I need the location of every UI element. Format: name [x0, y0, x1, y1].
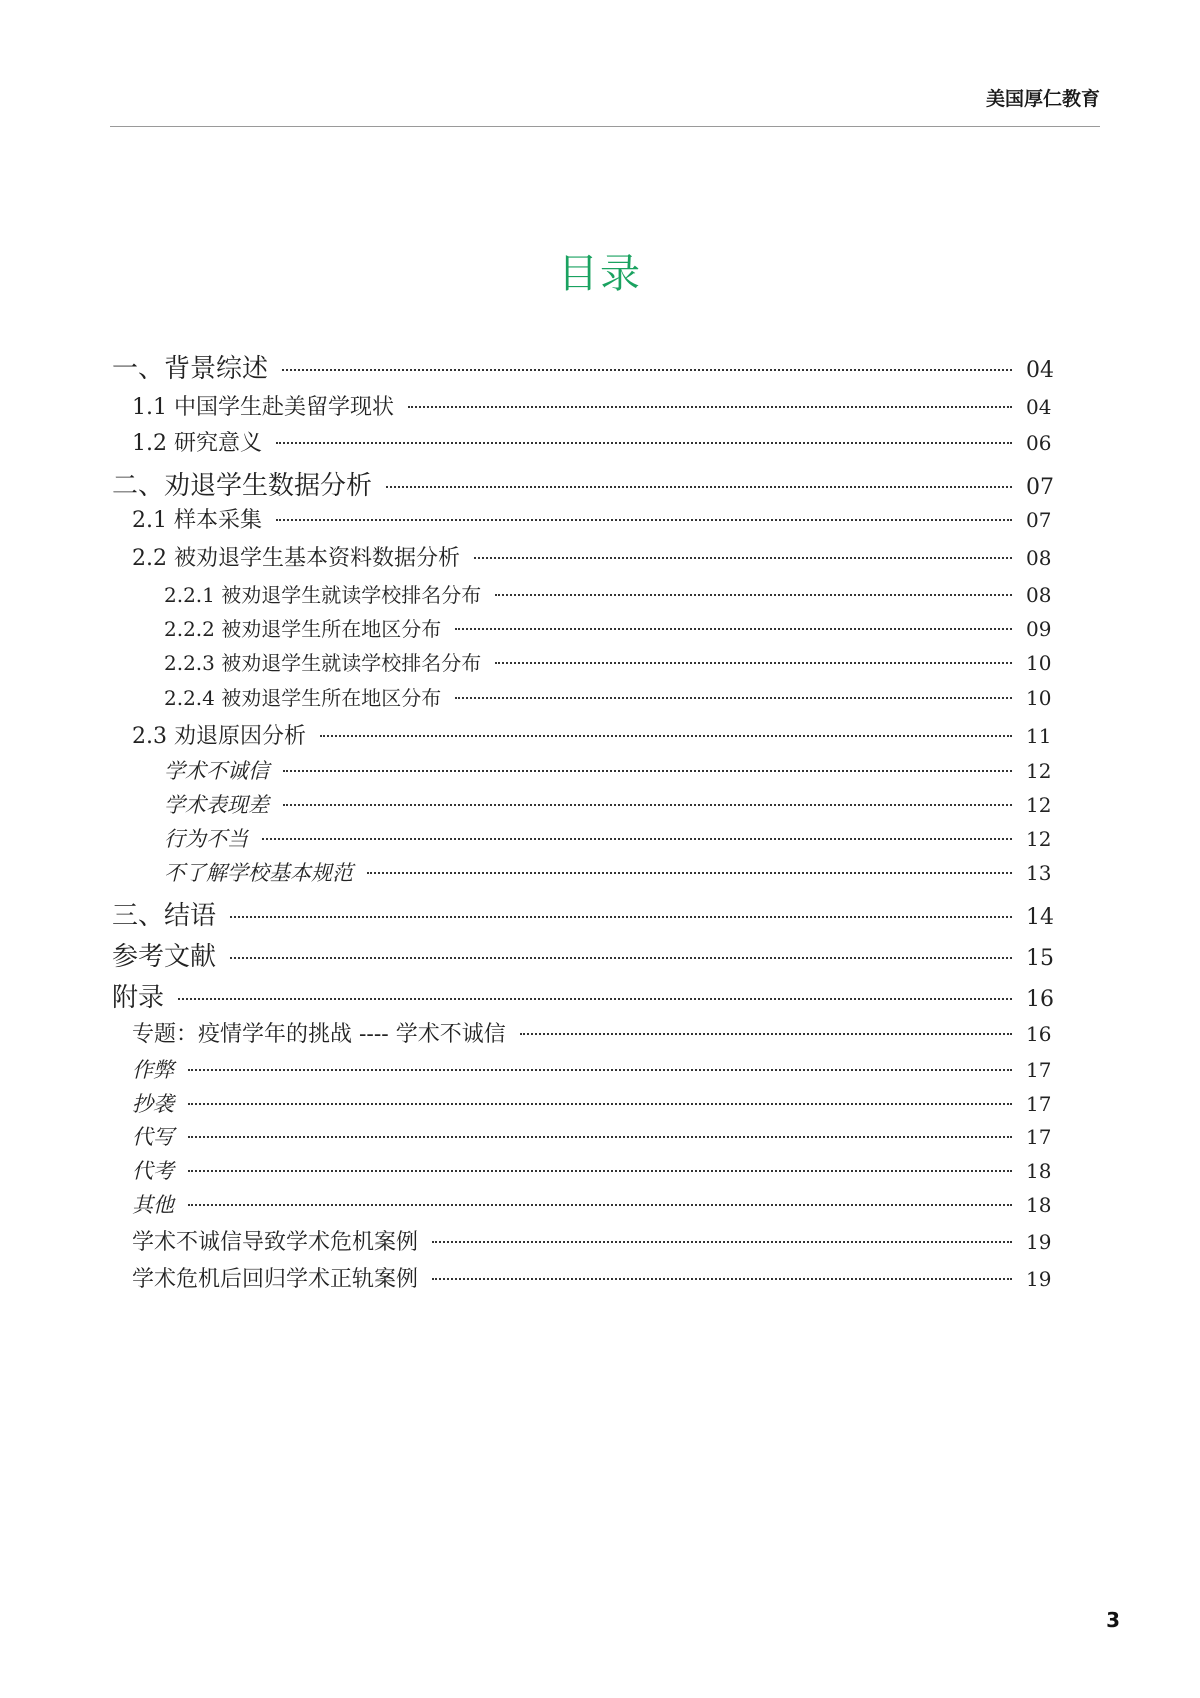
toc-entry[interactable]	[112, 789, 1066, 819]
toc-entry-label: 一、背景综述	[112, 354, 269, 384]
toc-leader-dots	[262, 838, 1012, 840]
toc-entry-page: 08	[1026, 583, 1052, 607]
toc-entry-label: 不了解学校基本规范	[164, 861, 353, 885]
toc-entry[interactable]	[112, 1189, 1066, 1219]
toc-leader-dots	[276, 442, 1012, 444]
toc-leader-dots	[188, 1103, 1012, 1105]
toc-entry-page: 12	[1026, 793, 1052, 817]
toc-entry-page: 16	[1026, 987, 1054, 1012]
toc-entry-label: 2.3 劝退原因分析	[132, 724, 306, 749]
toc-leader-dots	[230, 916, 1012, 918]
toc-entry-label: 学术表现差	[164, 793, 269, 817]
toc-entry-page: 12	[1026, 759, 1052, 783]
toc-leader-dots	[188, 1069, 1012, 1071]
toc-entry[interactable]	[112, 647, 1066, 676]
toc-entry-label: 行为不当	[164, 827, 248, 851]
toc-leader-dots	[178, 998, 1012, 1000]
toc-entry[interactable]	[112, 1121, 1066, 1151]
toc-entry-label: 2.2.2 被劝退学生所在地区分布	[164, 617, 442, 641]
toc-entry[interactable]	[112, 426, 1066, 457]
toc-entry-label: 代写	[132, 1125, 174, 1149]
toc-entry-label: 学术危机后回归学术正轨案例	[132, 1267, 419, 1292]
toc-entry[interactable]	[112, 1017, 1066, 1048]
toc-leader-dots	[474, 557, 1012, 559]
toc-entry-label: 抄袭	[132, 1092, 174, 1116]
toc-entry-page: 14	[1026, 905, 1054, 930]
toc-entry[interactable]	[112, 823, 1066, 853]
toc-entry[interactable]	[112, 936, 1066, 973]
toc-leader-dots	[283, 770, 1012, 772]
toc-entry-label: 作弊	[132, 1058, 174, 1082]
toc-leader-dots	[455, 697, 1012, 699]
toc-entry-label: 其他	[132, 1193, 174, 1217]
toc-entry[interactable]	[112, 977, 1066, 1014]
toc-entry[interactable]	[112, 579, 1066, 608]
toc-entry-label: 附录	[112, 983, 165, 1013]
toc-entry-label: 2.2.4 被劝退学生所在地区分布	[164, 686, 442, 710]
toc-leader-dots	[276, 519, 1012, 521]
toc-entry-page: 17	[1026, 1125, 1052, 1149]
toc-entry[interactable]	[112, 755, 1066, 785]
toc-entry-page: 10	[1026, 686, 1052, 710]
toc-entry-label: 学术不诚信	[164, 759, 269, 783]
toc-entry-page: 16	[1026, 1022, 1052, 1046]
toc-entry-page: 09	[1026, 617, 1052, 641]
toc-entry[interactable]	[112, 348, 1066, 385]
toc-entry-page: 11	[1026, 724, 1052, 748]
toc-entry-label: 学术不诚信导致学术危机案例	[132, 1230, 419, 1255]
toc-entry-page: 07	[1026, 508, 1052, 532]
toc-entry-page: 08	[1026, 546, 1052, 570]
toc-leader-dots	[408, 406, 1012, 408]
toc-entry[interactable]	[112, 895, 1066, 932]
toc-entry[interactable]	[112, 390, 1066, 421]
toc-entry-label: 1.1 中国学生赴美留学现状	[132, 395, 394, 420]
toc-entry-page: 17	[1026, 1058, 1052, 1082]
page-header	[110, 84, 1100, 127]
toc-leader-dots	[367, 872, 1012, 874]
toc-entry-page: 04	[1026, 358, 1054, 383]
toc-entry-label: 2.2 被劝退学生基本资料数据分析	[132, 546, 460, 571]
toc-leader-dots	[320, 735, 1012, 737]
toc-entry-label: 三、结语	[112, 901, 217, 931]
toc-entry-page: 18	[1026, 1159, 1052, 1183]
toc-entry[interactable]	[112, 682, 1066, 711]
toc-entry[interactable]	[112, 613, 1066, 642]
toc-leader-dots	[455, 628, 1012, 630]
toc-entry-label: 2.2.1 被劝退学生就读学校排名分布	[164, 583, 482, 607]
toc-entry-label: 代考	[132, 1159, 174, 1183]
toc-entry-page: 18	[1026, 1193, 1052, 1217]
toc-leader-dots	[188, 1204, 1012, 1206]
toc-entry-label: 专题：疫情学年的挑战 ---- 学术不诚信	[132, 1022, 506, 1047]
toc-leader-dots	[188, 1170, 1012, 1172]
toc-leader-dots	[386, 486, 1012, 488]
toc-leader-dots	[230, 957, 1012, 959]
toc-leader-dots	[432, 1278, 1012, 1280]
toc-leader-dots	[495, 594, 1012, 596]
toc-entry[interactable]	[112, 719, 1066, 750]
toc-entry[interactable]	[112, 465, 1066, 502]
toc-entry-page: 12	[1026, 827, 1052, 851]
toc-entry-page: 04	[1026, 395, 1052, 419]
toc-leader-dots	[282, 369, 1012, 371]
toc-entry-label: 二、劝退学生数据分析	[112, 471, 373, 501]
toc-entry[interactable]	[112, 857, 1066, 887]
toc-entry[interactable]	[112, 541, 1066, 572]
toc-entry-label: 1.2 研究意义	[132, 431, 262, 456]
toc-entry-page: 19	[1026, 1230, 1052, 1254]
toc-leader-dots	[283, 804, 1012, 806]
toc-entry-label: 2.2.3 被劝退学生就读学校排名分布	[164, 651, 482, 675]
toc-entry-page: 19	[1026, 1267, 1052, 1291]
toc-entry[interactable]	[112, 1225, 1066, 1256]
toc-entry[interactable]	[112, 1155, 1066, 1185]
toc-leader-dots	[495, 662, 1012, 664]
toc-entry-page: 06	[1026, 431, 1052, 455]
toc-entry[interactable]	[112, 503, 1066, 534]
toc-entry[interactable]	[112, 1054, 1066, 1084]
page-number: 3	[1106, 1608, 1120, 1632]
toc-entry[interactable]	[112, 1262, 1066, 1293]
toc-entry-page: 07	[1026, 475, 1054, 500]
toc-leader-dots	[188, 1136, 1012, 1138]
toc-entry-page: 10	[1026, 651, 1052, 675]
toc-leader-dots	[432, 1241, 1012, 1243]
header-brand: 美国厚仁教育	[985, 88, 1100, 110]
toc-entry-page: 13	[1026, 861, 1052, 885]
toc-entry-label: 2.1 样本采集	[132, 508, 262, 533]
toc-entry-page: 15	[1026, 946, 1054, 971]
toc-entry-page: 17	[1026, 1092, 1052, 1116]
toc-entry-label: 参考文献	[112, 942, 217, 972]
toc-leader-dots	[520, 1033, 1012, 1035]
toc-entry[interactable]	[112, 1088, 1066, 1118]
toc-title: 目录	[558, 251, 642, 297]
